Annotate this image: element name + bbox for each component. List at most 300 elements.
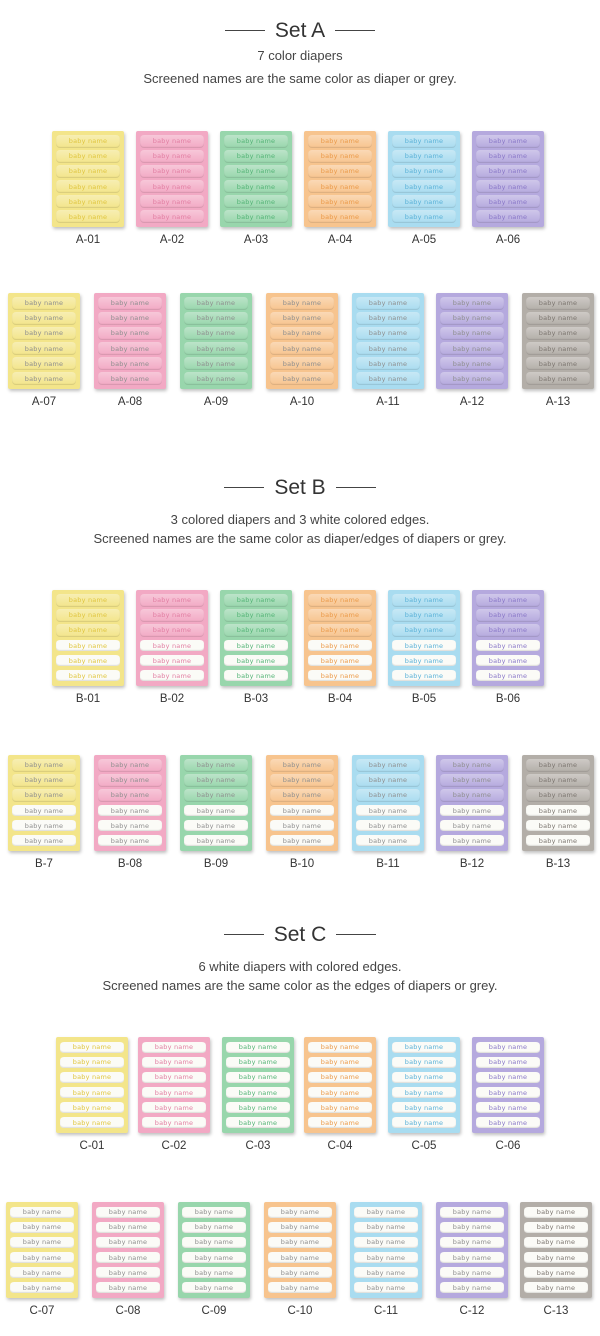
diaper-roll: baby name [526, 297, 590, 310]
diaper-roll: baby name [270, 372, 334, 385]
diaper-box [352, 755, 424, 851]
product-code: C-07 [29, 1305, 55, 1317]
diaper-stack [96, 1206, 160, 1294]
diaper-roll: baby name [12, 789, 76, 802]
diaper-roll: baby name [12, 774, 76, 787]
diaper-roll: baby name [98, 819, 162, 832]
diaper-roll: baby name [308, 1086, 372, 1099]
diaper-roll: baby name [60, 1086, 124, 1099]
product-code: B-03 [243, 693, 269, 705]
diaper-roll: baby name [226, 1116, 290, 1129]
diaper-roll: baby name [308, 165, 372, 178]
diaper-roll: baby name [356, 834, 420, 847]
product-code: C-03 [245, 1140, 271, 1152]
diaper-box [220, 590, 292, 686]
diaper-roll: baby name [354, 1206, 418, 1219]
diaper-roll: baby name [392, 165, 456, 178]
diaper-roll: baby name [224, 210, 288, 223]
diaper-stack [142, 1041, 206, 1129]
diaper-roll: baby name [98, 774, 162, 787]
diaper-roll: baby name [392, 135, 456, 148]
diaper-roll: baby name [392, 1056, 456, 1069]
diaper-roll: baby name [526, 342, 590, 355]
diaper-roll: baby name [140, 135, 204, 148]
diaper-roll: baby name [440, 312, 504, 325]
diaper-roll: baby name [356, 357, 420, 370]
diaper-roll: baby name [224, 609, 288, 622]
diaper-roll: baby name [524, 1206, 588, 1219]
diaper-roll: baby name [440, 819, 504, 832]
diaper-stack [182, 1206, 246, 1294]
diaper-roll: baby name [10, 1206, 74, 1219]
diaper-box [52, 590, 124, 686]
product-code: A-12 [459, 396, 485, 408]
set-heading [0, 18, 600, 43]
diaper-roll: baby name [142, 1101, 206, 1114]
diaper-stack [140, 594, 204, 682]
diaper-roll: baby name [526, 774, 590, 787]
product-code: C-06 [495, 1140, 521, 1152]
diaper-roll: baby name [10, 1236, 74, 1249]
product-code: B-13 [545, 858, 571, 870]
divider [336, 934, 376, 935]
diaper-roll: baby name [56, 624, 120, 637]
diaper-box [56, 1037, 128, 1133]
diaper-roll: baby name [10, 1281, 74, 1294]
diaper-roll: baby name [526, 357, 590, 370]
diaper-roll: baby name [268, 1221, 332, 1234]
product-code: A-05 [411, 234, 437, 246]
diaper-roll: baby name [96, 1236, 160, 1249]
diaper-roll: baby name [96, 1221, 160, 1234]
diaper-roll: baby name [184, 312, 248, 325]
diaper-roll: baby name [392, 1116, 456, 1129]
diaper-roll: baby name [98, 357, 162, 370]
diaper-roll: baby name [12, 342, 76, 355]
diaper-roll: baby name [476, 1101, 540, 1114]
product-code: C-11 [373, 1305, 399, 1317]
diaper-roll: baby name [184, 327, 248, 340]
set-description: Screened names are the same color as diaper or grey. [143, 71, 457, 86]
diaper-roll: baby name [354, 1266, 418, 1279]
diaper-roll: baby name [98, 372, 162, 385]
diaper-roll: baby name [392, 1041, 456, 1054]
diaper-roll: baby name [140, 594, 204, 607]
diaper-roll: baby name [98, 297, 162, 310]
product-code: B-01 [75, 693, 101, 705]
diaper-roll: baby name [96, 1206, 160, 1219]
diaper-box [6, 1202, 78, 1298]
set-heading [0, 475, 600, 500]
diaper-roll: baby name [140, 639, 204, 652]
diaper-roll: baby name [56, 135, 120, 148]
product-code: A-11 [376, 396, 400, 408]
diaper-roll: baby name [476, 1116, 540, 1129]
diaper-roll: baby name [270, 804, 334, 817]
diaper-roll: baby name [476, 639, 540, 652]
set-title-text: Set B [274, 475, 326, 499]
diaper-roll: baby name [356, 327, 420, 340]
diaper-roll: baby name [12, 312, 76, 325]
diaper-box [94, 293, 166, 389]
diaper-stack [56, 594, 120, 682]
diaper-box [472, 590, 544, 686]
diaper-roll: baby name [140, 165, 204, 178]
diaper-roll: baby name [224, 180, 288, 193]
diaper-box [180, 293, 252, 389]
diaper-roll: baby name [270, 759, 334, 772]
diaper-roll: baby name [526, 789, 590, 802]
diaper-roll: baby name [12, 372, 76, 385]
diaper-roll: baby name [142, 1056, 206, 1069]
diaper-roll: baby name [56, 594, 120, 607]
diaper-roll: baby name [476, 210, 540, 223]
diaper-roll: baby name [182, 1221, 246, 1234]
diaper-box [436, 755, 508, 851]
diaper-roll: baby name [526, 759, 590, 772]
diaper-roll: baby name [182, 1266, 246, 1279]
diaper-stack [354, 1206, 418, 1294]
diaper-roll: baby name [182, 1251, 246, 1264]
product-code: B-05 [411, 693, 437, 705]
diaper-roll: baby name [60, 1071, 124, 1084]
diaper-roll: baby name [56, 639, 120, 652]
diaper-roll: baby name [56, 150, 120, 163]
diaper-roll: baby name [56, 165, 120, 178]
diaper-roll: baby name [476, 669, 540, 682]
product-code: C-02 [161, 1140, 187, 1152]
diaper-box [8, 755, 80, 851]
diaper-roll: baby name [356, 819, 420, 832]
diaper-roll: baby name [184, 804, 248, 817]
diaper-roll: baby name [184, 342, 248, 355]
diaper-stack [356, 297, 420, 385]
diaper-roll: baby name [96, 1266, 160, 1279]
product-code: B-04 [327, 693, 353, 705]
diaper-stack [308, 594, 372, 682]
set-title-text: Set A [274, 18, 326, 42]
diaper-box [178, 1202, 250, 1298]
diaper-roll: baby name [184, 834, 248, 847]
diaper-roll: baby name [476, 1071, 540, 1084]
diaper-roll: baby name [140, 669, 204, 682]
product-code: C-05 [411, 1140, 437, 1152]
diaper-roll: baby name [270, 297, 334, 310]
diaper-roll: baby name [476, 609, 540, 622]
diaper-stack [98, 759, 162, 847]
diaper-roll: baby name [56, 180, 120, 193]
diaper-roll: baby name [308, 135, 372, 148]
diaper-roll: baby name [308, 639, 372, 652]
diaper-roll: baby name [308, 609, 372, 622]
diaper-roll: baby name [226, 1071, 290, 1084]
diaper-box [222, 1037, 294, 1133]
diaper-roll: baby name [226, 1086, 290, 1099]
diaper-roll: baby name [440, 804, 504, 817]
diaper-roll: baby name [60, 1041, 124, 1054]
set-description: 3 colored diapers and 3 white colored edges. [170, 512, 430, 527]
product-code: A-08 [117, 396, 143, 408]
diaper-roll: baby name [182, 1236, 246, 1249]
diaper-roll: baby name [354, 1236, 418, 1249]
diaper-roll: baby name [392, 195, 456, 208]
diaper-roll: baby name [476, 1041, 540, 1054]
divider [225, 30, 265, 31]
diaper-box [266, 755, 338, 851]
product-code: A-10 [289, 396, 315, 408]
diaper-roll: baby name [140, 180, 204, 193]
diaper-stack [476, 1041, 540, 1129]
diaper-roll: baby name [98, 789, 162, 802]
diaper-roll: baby name [526, 372, 590, 385]
diaper-roll: baby name [60, 1056, 124, 1069]
diaper-roll: baby name [98, 759, 162, 772]
diaper-roll: baby name [226, 1056, 290, 1069]
diaper-stack [56, 135, 120, 223]
diaper-roll: baby name [270, 819, 334, 832]
diaper-roll: baby name [224, 624, 288, 637]
product-code: B-09 [203, 858, 229, 870]
diaper-roll: baby name [392, 150, 456, 163]
set-title [224, 923, 377, 947]
diaper-roll: baby name [308, 150, 372, 163]
diaper-roll: baby name [56, 210, 120, 223]
diaper-roll: baby name [268, 1206, 332, 1219]
diaper-roll: baby name [96, 1251, 160, 1264]
diaper-roll: baby name [440, 1236, 504, 1249]
diaper-stack [392, 1041, 456, 1129]
diaper-roll: baby name [308, 195, 372, 208]
diaper-roll: baby name [184, 357, 248, 370]
diaper-roll: baby name [270, 342, 334, 355]
diaper-roll: baby name [392, 639, 456, 652]
diaper-roll: baby name [60, 1116, 124, 1129]
product-code: A-09 [203, 396, 229, 408]
diaper-roll: baby name [224, 654, 288, 667]
diaper-stack [226, 1041, 290, 1129]
diaper-roll: baby name [440, 774, 504, 787]
diaper-roll: baby name [476, 165, 540, 178]
diaper-roll: baby name [182, 1281, 246, 1294]
diaper-roll: baby name [524, 1251, 588, 1264]
diaper-roll: baby name [226, 1041, 290, 1054]
set-description: 7 color diapers [257, 48, 343, 63]
set-heading [0, 922, 600, 947]
diaper-roll: baby name [308, 594, 372, 607]
diaper-roll: baby name [526, 834, 590, 847]
diaper-roll: baby name [308, 1056, 372, 1069]
diaper-box [436, 1202, 508, 1298]
diaper-stack [440, 297, 504, 385]
diaper-roll: baby name [440, 372, 504, 385]
diaper-roll: baby name [224, 165, 288, 178]
diaper-roll: baby name [184, 372, 248, 385]
diaper-roll: baby name [354, 1221, 418, 1234]
diaper-roll: baby name [96, 1281, 160, 1294]
diaper-stack [524, 1206, 588, 1294]
diaper-box [8, 293, 80, 389]
diaper-roll: baby name [526, 819, 590, 832]
diaper-stack [10, 1206, 74, 1294]
diaper-stack [224, 135, 288, 223]
diaper-roll: baby name [12, 759, 76, 772]
diaper-roll: baby name [184, 789, 248, 802]
diaper-roll: baby name [98, 342, 162, 355]
product-code: A-06 [495, 234, 521, 246]
diaper-roll: baby name [440, 789, 504, 802]
diaper-roll: baby name [476, 654, 540, 667]
diaper-box [138, 1037, 210, 1133]
diaper-roll: baby name [392, 210, 456, 223]
diaper-box [304, 590, 376, 686]
product-code: A-03 [243, 234, 269, 246]
diaper-roll: baby name [224, 150, 288, 163]
diaper-stack [392, 594, 456, 682]
diaper-roll: baby name [224, 594, 288, 607]
diaper-roll: baby name [12, 834, 76, 847]
diaper-roll: baby name [476, 1086, 540, 1099]
diaper-roll: baby name [440, 297, 504, 310]
diaper-roll: baby name [12, 819, 76, 832]
diaper-roll: baby name [308, 669, 372, 682]
diaper-roll: baby name [268, 1236, 332, 1249]
diaper-roll: baby name [270, 312, 334, 325]
diaper-roll: baby name [184, 297, 248, 310]
divider [224, 487, 264, 488]
diaper-stack [224, 594, 288, 682]
diaper-roll: baby name [142, 1086, 206, 1099]
product-code: B-7 [35, 858, 53, 870]
diaper-roll: baby name [10, 1251, 74, 1264]
set-title-text: Set C [273, 922, 327, 946]
diaper-roll: baby name [308, 1101, 372, 1114]
diaper-stack [98, 297, 162, 385]
diaper-roll: baby name [224, 639, 288, 652]
diaper-roll: baby name [356, 342, 420, 355]
diaper-stack [12, 759, 76, 847]
diaper-roll: baby name [526, 327, 590, 340]
diaper-box [180, 755, 252, 851]
diaper-roll: baby name [308, 180, 372, 193]
diaper-roll: baby name [392, 1086, 456, 1099]
diaper-stack [140, 135, 204, 223]
diaper-roll: baby name [526, 312, 590, 325]
set-description: Screened names are the same color as diaper/edges of diapers or grey. [93, 531, 507, 546]
diaper-roll: baby name [60, 1101, 124, 1114]
diaper-roll: baby name [440, 1221, 504, 1234]
diaper-roll: baby name [356, 804, 420, 817]
diaper-roll: baby name [392, 624, 456, 637]
product-code: B-11 [376, 858, 400, 870]
diaper-roll: baby name [440, 327, 504, 340]
diaper-box [220, 131, 292, 227]
diaper-stack [60, 1041, 124, 1129]
diaper-box [92, 1202, 164, 1298]
diaper-roll: baby name [392, 1101, 456, 1114]
diaper-stack [476, 135, 540, 223]
product-code: B-10 [289, 858, 315, 870]
diaper-roll: baby name [356, 312, 420, 325]
diaper-stack [270, 759, 334, 847]
diaper-roll: baby name [142, 1071, 206, 1084]
product-code: C-01 [79, 1140, 105, 1152]
diaper-roll: baby name [98, 834, 162, 847]
divider [224, 934, 264, 935]
diaper-roll: baby name [140, 150, 204, 163]
diaper-roll: baby name [524, 1236, 588, 1249]
diaper-roll: baby name [12, 297, 76, 310]
diaper-roll: baby name [476, 195, 540, 208]
diaper-roll: baby name [440, 1251, 504, 1264]
set-description: 6 white diapers with colored edges. [198, 959, 402, 974]
diaper-roll: baby name [476, 624, 540, 637]
product-code: A-07 [31, 396, 57, 408]
diaper-roll: baby name [392, 654, 456, 667]
set-description: Screened names are the same color as the edges of diapers or grey. [102, 978, 498, 993]
diaper-stack [308, 1041, 372, 1129]
diaper-roll: baby name [476, 150, 540, 163]
diaper-box [352, 293, 424, 389]
diaper-roll: baby name [356, 297, 420, 310]
diaper-roll: baby name [184, 819, 248, 832]
diaper-roll: baby name [308, 210, 372, 223]
diaper-stack [184, 297, 248, 385]
diaper-roll: baby name [224, 669, 288, 682]
diaper-roll: baby name [224, 195, 288, 208]
diaper-roll: baby name [356, 789, 420, 802]
diaper-roll: baby name [356, 759, 420, 772]
diaper-box [136, 131, 208, 227]
diaper-roll: baby name [12, 327, 76, 340]
diaper-box [388, 1037, 460, 1133]
diaper-roll: baby name [524, 1266, 588, 1279]
diaper-roll: baby name [10, 1266, 74, 1279]
diaper-roll: baby name [526, 804, 590, 817]
diaper-roll: baby name [308, 1116, 372, 1129]
diaper-stack [526, 759, 590, 847]
diaper-roll: baby name [12, 804, 76, 817]
diaper-roll: baby name [268, 1266, 332, 1279]
diaper-box [472, 1037, 544, 1133]
diaper-stack [440, 759, 504, 847]
diaper-box [522, 293, 594, 389]
diaper-roll: baby name [12, 357, 76, 370]
diaper-roll: baby name [184, 774, 248, 787]
diaper-roll: baby name [524, 1281, 588, 1294]
product-code: C-12 [459, 1305, 485, 1317]
diaper-stack [184, 759, 248, 847]
diaper-box [436, 293, 508, 389]
product-code: B-06 [495, 693, 521, 705]
diaper-roll: baby name [308, 654, 372, 667]
diaper-roll: baby name [270, 834, 334, 847]
diaper-stack [476, 594, 540, 682]
diaper-roll: baby name [56, 654, 120, 667]
diaper-roll: baby name [98, 312, 162, 325]
diaper-roll: baby name [308, 1041, 372, 1054]
diaper-box [136, 590, 208, 686]
diaper-roll: baby name [270, 327, 334, 340]
divider [335, 30, 375, 31]
diaper-roll: baby name [226, 1101, 290, 1114]
diaper-roll: baby name [440, 1281, 504, 1294]
diaper-roll: baby name [140, 195, 204, 208]
diaper-roll: baby name [524, 1221, 588, 1234]
diaper-roll: baby name [98, 804, 162, 817]
product-code: C-08 [115, 1305, 141, 1317]
diaper-roll: baby name [224, 135, 288, 148]
product-code: B-12 [459, 858, 485, 870]
